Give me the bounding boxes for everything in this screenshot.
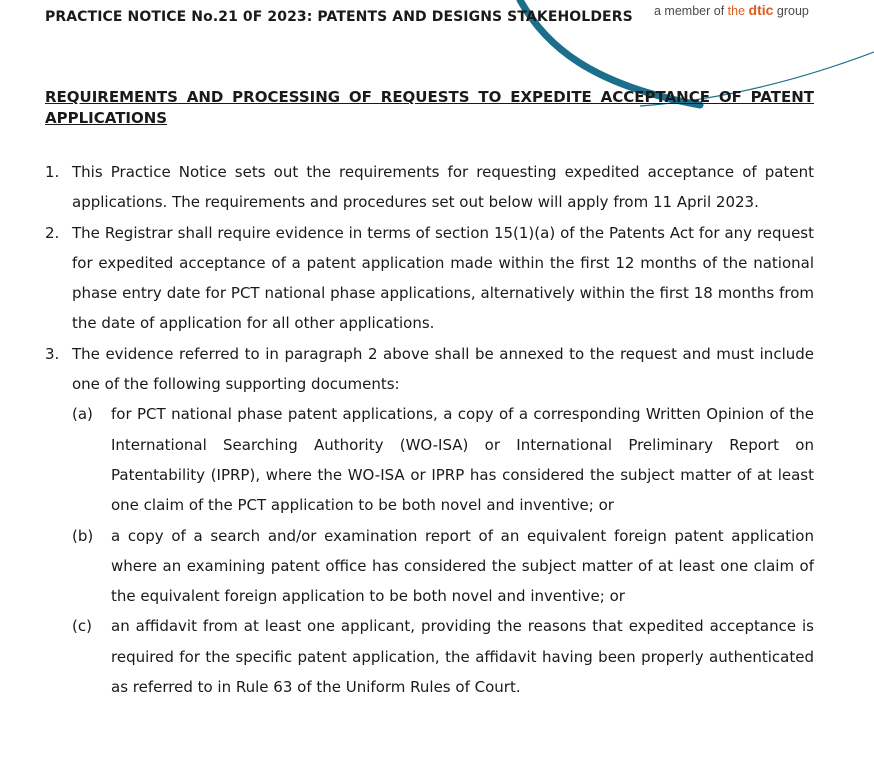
sub-paragraph-b	[72, 521, 814, 612]
sub-paragraph-label: (c)	[72, 617, 92, 636]
dtic-group-logo	[654, 2, 809, 18]
paragraph-text: This Practice Notice sets out the requirements for requesting expedited acceptance of patent applications. The requirements and procedures set out below will apply from 11 April 2023.	[72, 163, 814, 212]
brand-dtic: dtic	[748, 2, 774, 18]
brand-suffix: group	[776, 4, 809, 18]
sub-paragraph-label: (a)	[72, 405, 93, 424]
sub-paragraph-a	[72, 399, 814, 520]
paragraph-number: 2.	[45, 223, 60, 242]
section-heading	[45, 87, 814, 129]
brand-the: the	[727, 4, 746, 18]
sub-paragraph-c	[72, 611, 814, 702]
paragraph-text: The evidence referred to in paragraph 2 above shall be annexed to the request and must include one of the following supporting documents:	[72, 344, 814, 394]
paragraph-number: 3.	[45, 344, 60, 363]
paragraph-number: 1.	[45, 163, 60, 181]
page-header-title: PRACTICE NOTICE No.21 0F 2023: PATENTS AND DESIGNS STAKEHOLDERS	[45, 9, 633, 25]
sub-paragraph-text: for PCT national phase patent applications, a copy of a corresponding Written Opinion of the International Searching Authority (WO-ISA) or International Preliminary Report on Patentability (IPRP), where the WO-ISA or IPRP has considered the subject matter of at least one claim of the PCT application to be both novel and inventive; or	[111, 405, 814, 515]
sub-paragraph-label: (b)	[72, 526, 94, 545]
section-heading-line-2: APPLICATIONS	[45, 109, 168, 127]
paragraph-text: The Registrar shall require evidence in terms of section 15(1)(a) of the Patents Act for any request for expedited acceptance of a patent application made within the first 12 months of the national phase entry date for PCT national phase applications, alternatively within the first 18 months from the date of application for all other applications.	[72, 223, 814, 333]
section-heading-line-1: REQUIREMENTS AND PROCESSING OF REQUESTS TO EXPEDITE ACCEPTANCE OF PATENT	[45, 88, 814, 106]
numbered-paragraph-2	[45, 218, 814, 339]
numbered-paragraph-3	[45, 339, 814, 703]
numbered-paragraph-1	[45, 157, 814, 218]
sub-paragraph-text: a copy of a search and/or examination report of an equivalent foreign patent application where an examining patent office has considered the subject matter of at least one claim of the equivalent foreign application to be both novel and inventive; or	[111, 526, 814, 606]
sub-paragraph-text: an affidavit from at least one applicant, providing the reasons that expedited acceptance is required for the specific patent application, the affidavit having been properly authenticated as referred to in Rule 63 of the Uniform Rules of Court.	[111, 617, 814, 697]
notice-body	[45, 157, 814, 702]
brand-prefix: a member of	[654, 4, 725, 18]
